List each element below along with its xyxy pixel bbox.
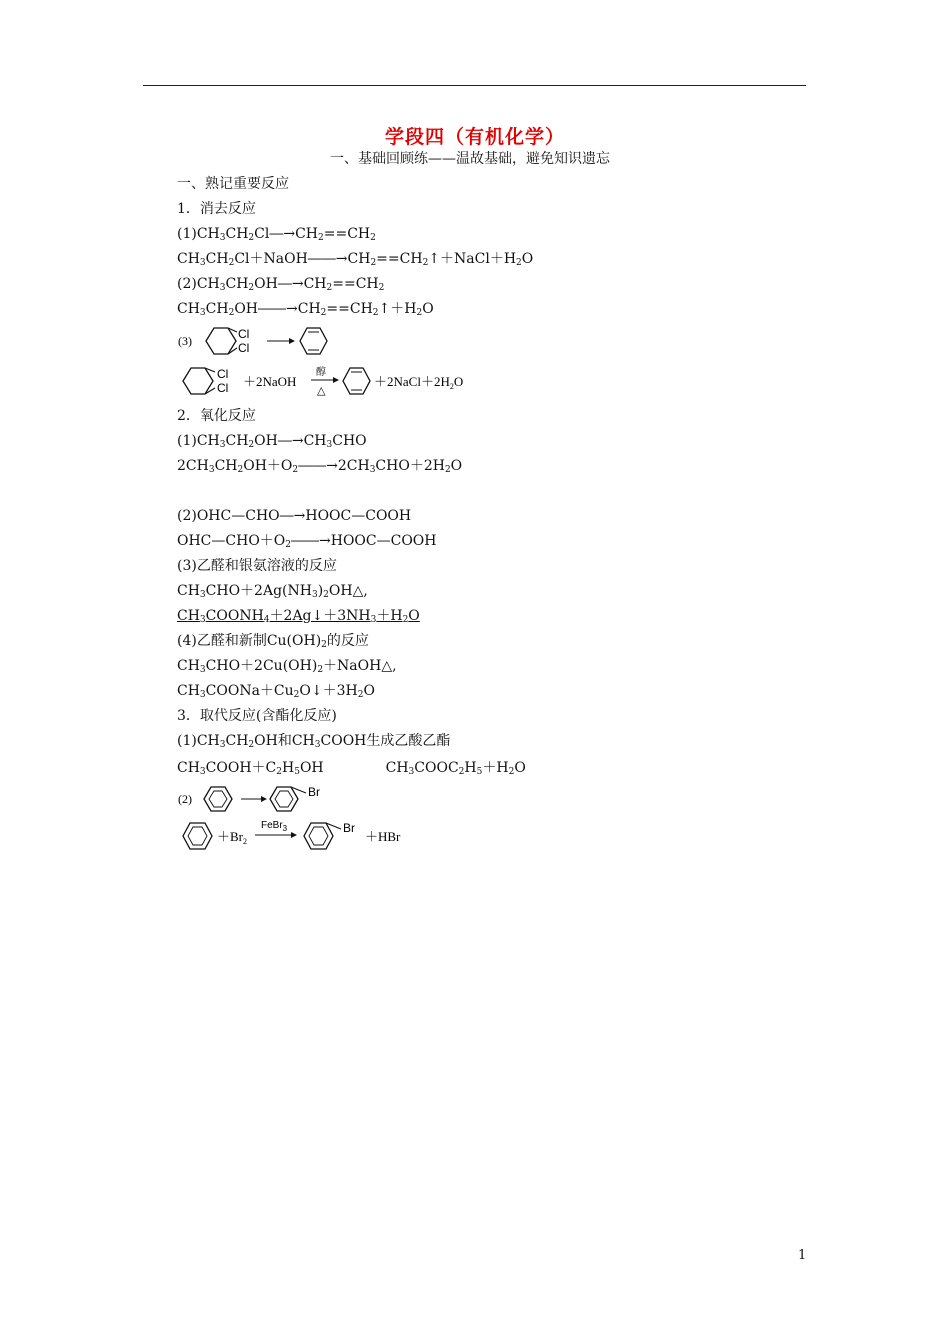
- products-text: $+2NaCl+2H_2O$: [374, 374, 464, 391]
- section-heading: 一、熟记重要反应: [177, 176, 289, 192]
- arrow-icon: [291, 832, 297, 838]
- oxidation-r3-line2: $CH_3COONH_4+2Ag↓+3NH_3+H_2O$: [177, 608, 420, 625]
- arrow-icon: [333, 377, 339, 383]
- oxidation-r1-full: $2CH_3CH_2OH+O_2――\to 2CH_3CHO+2H_2O$: [177, 458, 463, 475]
- header-rule: [143, 85, 806, 86]
- reagent-naoh: ＋2NaOH: [243, 374, 297, 389]
- condition-alcohol: 醇: [316, 367, 326, 378]
- elimination-r1-full: $CH_3CH_2Cl+NaOH――\to CH_2==CH_2↑+NaCl+H_2O$: [177, 251, 534, 268]
- substitution-heading: 3．取代反应(含酯化反应): [177, 708, 337, 724]
- oxidation-heading: 2．氧化反应: [177, 408, 256, 424]
- page-number: 1: [798, 1248, 807, 1263]
- elimination-r3-scheme: [175, 322, 335, 360]
- catalyst-label: FeBr$_3$: [261, 820, 288, 833]
- chlorine-label-top: Cl: [217, 367, 229, 381]
- oxidation-r4-line2: $CH_3COONa+Cu_2O↓+3H_2O$: [177, 683, 375, 700]
- cyclohexane-ring-icon: [206, 328, 236, 354]
- bromine-label: Br: [343, 821, 355, 835]
- condition-heat: △: [317, 384, 326, 397]
- reagent-bromine: $+Br_2$: [217, 829, 248, 846]
- oxidation-r2-full: $OHC—CHO+O_2――\to HOOC—COOH$: [177, 533, 437, 550]
- arrow-icon: [261, 796, 267, 802]
- elimination-r3-label: (3): [178, 334, 192, 348]
- cyclohexane-ring-icon: [183, 368, 213, 394]
- chlorine-label-bottom: Cl: [217, 381, 229, 395]
- oxidation-r1-short: $(1)CH_3CH_2OH―\to CH_3CHO$: [177, 433, 367, 450]
- substitution-r1-title: $(1)CH_3CH_2OH$和$CH_3COOH$生成乙酸乙酯: [177, 733, 451, 750]
- substitution-r2-label: (2): [178, 792, 192, 806]
- substitution-r2-scheme: [175, 782, 335, 816]
- page-subtitle: 一、基础回顾练——温故基础，避免知识遗忘: [330, 151, 610, 167]
- elimination-r2-short: $(2)CH_3CH_2OH―\to CH_2==CH_2$: [177, 276, 385, 293]
- oxidation-r4-line1: $CH_3CHO+2Cu(OH)_2+NaOH\triangle$,: [177, 658, 397, 675]
- elimination-r3-equation: [177, 362, 497, 400]
- elimination-heading: 1．消去反应: [177, 201, 256, 217]
- chlorine-label-bottom: Cl: [238, 341, 250, 355]
- elimination-r1-short: $(1)CH_3CH_2Cl―\to CH_2==CH_2$: [177, 226, 376, 243]
- page-title: 学段四（有机化学）: [384, 126, 565, 148]
- arrow-icon: [289, 338, 295, 344]
- chlorine-label-top: Cl: [238, 327, 250, 341]
- substitution-r2-equation: [177, 815, 437, 855]
- bromine-label: Br: [308, 785, 320, 799]
- oxidation-r2-short: (2)OHC—CHO―→HOOC—COOH: [177, 508, 412, 524]
- oxidation-r4-title: (4)乙醛和新制$Cu(OH)_2$的反应: [177, 633, 369, 650]
- oxidation-r3-line1: $CH_3CHO+2Ag(NH_3)_2OH\triangle$,: [177, 583, 368, 600]
- esterification-equation: $CH_3COOH+C_2H_5OH$ $CH_3COOC_2H_5+H_2O$: [177, 760, 526, 777]
- oxidation-r3-title: (3)乙醛和银氨溶液的反应: [177, 558, 337, 574]
- byproduct-hbr: ＋HBr: [365, 829, 401, 844]
- elimination-r2-full: $CH_3CH_2OH――\to CH_2==CH_2↑+H_2O$: [177, 301, 434, 318]
